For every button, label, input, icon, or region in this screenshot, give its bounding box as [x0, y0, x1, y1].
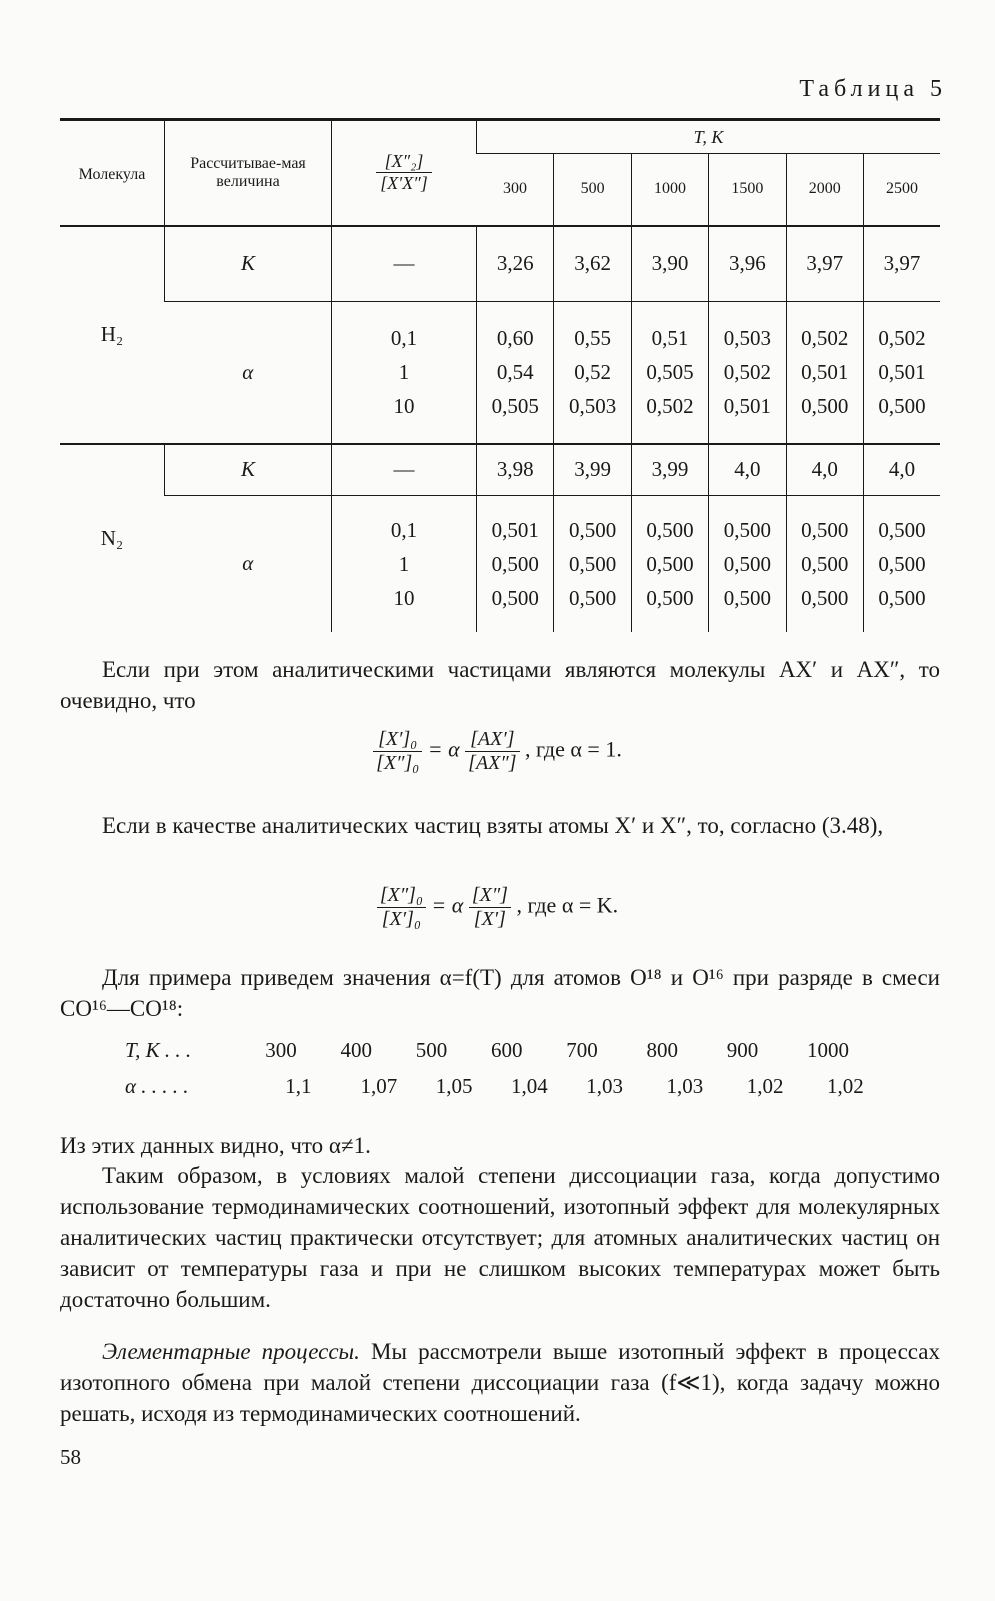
table-cell: 3,26 [477, 226, 554, 302]
table-cell: 3,62 [554, 226, 631, 302]
alpha-sequence: α . . . . . 1,1 1,07 1,05 1,04 1,03 1,03 1,02 1,02 [125, 1074, 864, 1098]
table-cell: 0,500 0,500 0,500 [863, 496, 940, 632]
table-label: Таблица 5 [799, 76, 947, 102]
temperature-sequence: T, К . . . 300 400 500 600 700 800 900 1000 [125, 1038, 849, 1062]
table-cell: 0,502 0,501 0,500 [863, 302, 940, 444]
paragraph-5: Таким образом, в условиях малой степени диссоциации газа, когда допустимо использование термодинамических соотношений, изотопный эффект для молекулярных аналитических частиц практически отсутствует; для атомных аналитических частиц он зависит от температуры газа и при не слишком высоких температурах может быть достаточно большим. [60, 1163, 940, 1312]
table-cell: 3,97 [786, 226, 863, 302]
header-temp-1500: 1500 [709, 154, 786, 226]
table-cell: 3,97 [863, 226, 940, 302]
paragraph-1: Если при этом аналитическими частицами являются молекулы AX′ и AX″, то очевидно, что [60, 657, 940, 713]
header-temp-1000: 1000 [631, 154, 708, 226]
molecule-n2: N₂ [60, 444, 165, 632]
paragraph-6-body: Мы рассмотрели выше изотопный эффект в процессах изотопного обмена при малой степени диссоциации газа (f≪1), когда задачу можно решать, исходя из термодинамических соотношений. [60, 1339, 940, 1426]
equation-2: $\frac{\text{[X″]₀}}{\text{[X′]₀}}$ = α $\frac{[X'']}{[X']}$ , где α = K. [0, 884, 995, 931]
paragraph-6-heading: Элементарные процессы. [102, 1339, 360, 1364]
equation-1: $\frac{\text{[X′]₀}}{\text{[X″]₀}}$ = α $\frac{[AX']}{[AX'']}$ , где α = 1. [0, 728, 995, 775]
page-number: 58 [60, 1445, 81, 1469]
table-row [60, 444, 940, 496]
header-temp-2500: 2500 [863, 154, 940, 226]
table-cell: 0,501 0,500 0,500 [477, 496, 554, 632]
table-cell: 0,60 0,54 0,505 [477, 302, 554, 444]
ratio-dash: — [332, 444, 477, 496]
header-temp-2000: 2000 [786, 154, 863, 226]
table-cell: 0,502 0,501 0,500 [786, 302, 863, 444]
header-temp-500: 500 [554, 154, 631, 226]
table-cell: 3,99 [554, 444, 631, 496]
header-temperature: T, К [477, 120, 941, 154]
paragraph-2: Если в качестве аналитических частиц взяты атомы X′ и X″, то, согласно (3.48), [102, 813, 884, 838]
table-row [60, 302, 940, 444]
quantity-alpha: α [165, 496, 332, 632]
table-cell: 3,96 [709, 226, 786, 302]
header-ratio: $\frac{\text{[X″₂]}}{[X'X'']}$ [332, 120, 477, 226]
table-cell: 0,500 0,500 0,500 [709, 496, 786, 632]
quantity-alpha: α [165, 302, 332, 444]
table-cell: 3,99 [631, 444, 708, 496]
data-table [60, 118, 940, 632]
table-cell: 0,51 0,505 0,502 [631, 302, 708, 444]
ratio-values: 0,1 1 10 [332, 496, 477, 632]
header-quantity: Рассчитывае-мая величина [165, 120, 332, 226]
table-row [60, 226, 940, 302]
table-row [60, 496, 940, 632]
quantity-k: K [165, 444, 332, 496]
molecule-h2: H₂ [60, 226, 165, 444]
table-cell: 0,500 0,500 0,500 [554, 496, 631, 632]
quantity-k: K [165, 226, 332, 302]
header-temp-300: 300 [477, 154, 554, 226]
header-molecule: Молекула [78, 166, 146, 184]
paragraph-4: Из этих данных видно, что α≠1. [60, 1133, 371, 1158]
table-cell: 0,55 0,52 0,503 [554, 302, 631, 444]
table-cell: 4,0 [863, 444, 940, 496]
table-cell: 0,500 0,500 0,500 [786, 496, 863, 632]
ratio-values: 0,1 1 10 [332, 302, 477, 444]
ratio-dash: — [332, 226, 477, 302]
table-cell: 0,500 0,500 0,500 [631, 496, 708, 632]
paragraph-6 [60, 1336, 940, 1429]
table-cell: 4,0 [786, 444, 863, 496]
table-cell: 4,0 [709, 444, 786, 496]
table-cell: 0,503 0,502 0,501 [709, 302, 786, 444]
table-cell: 3,90 [631, 226, 708, 302]
table-cell: 3,98 [477, 444, 554, 496]
paragraph-3: Для примера приведем значения α=f(T) для атомов O¹⁸ и O¹⁶ при разряде в смеси CO¹⁶—CO¹⁸: [60, 965, 940, 1021]
